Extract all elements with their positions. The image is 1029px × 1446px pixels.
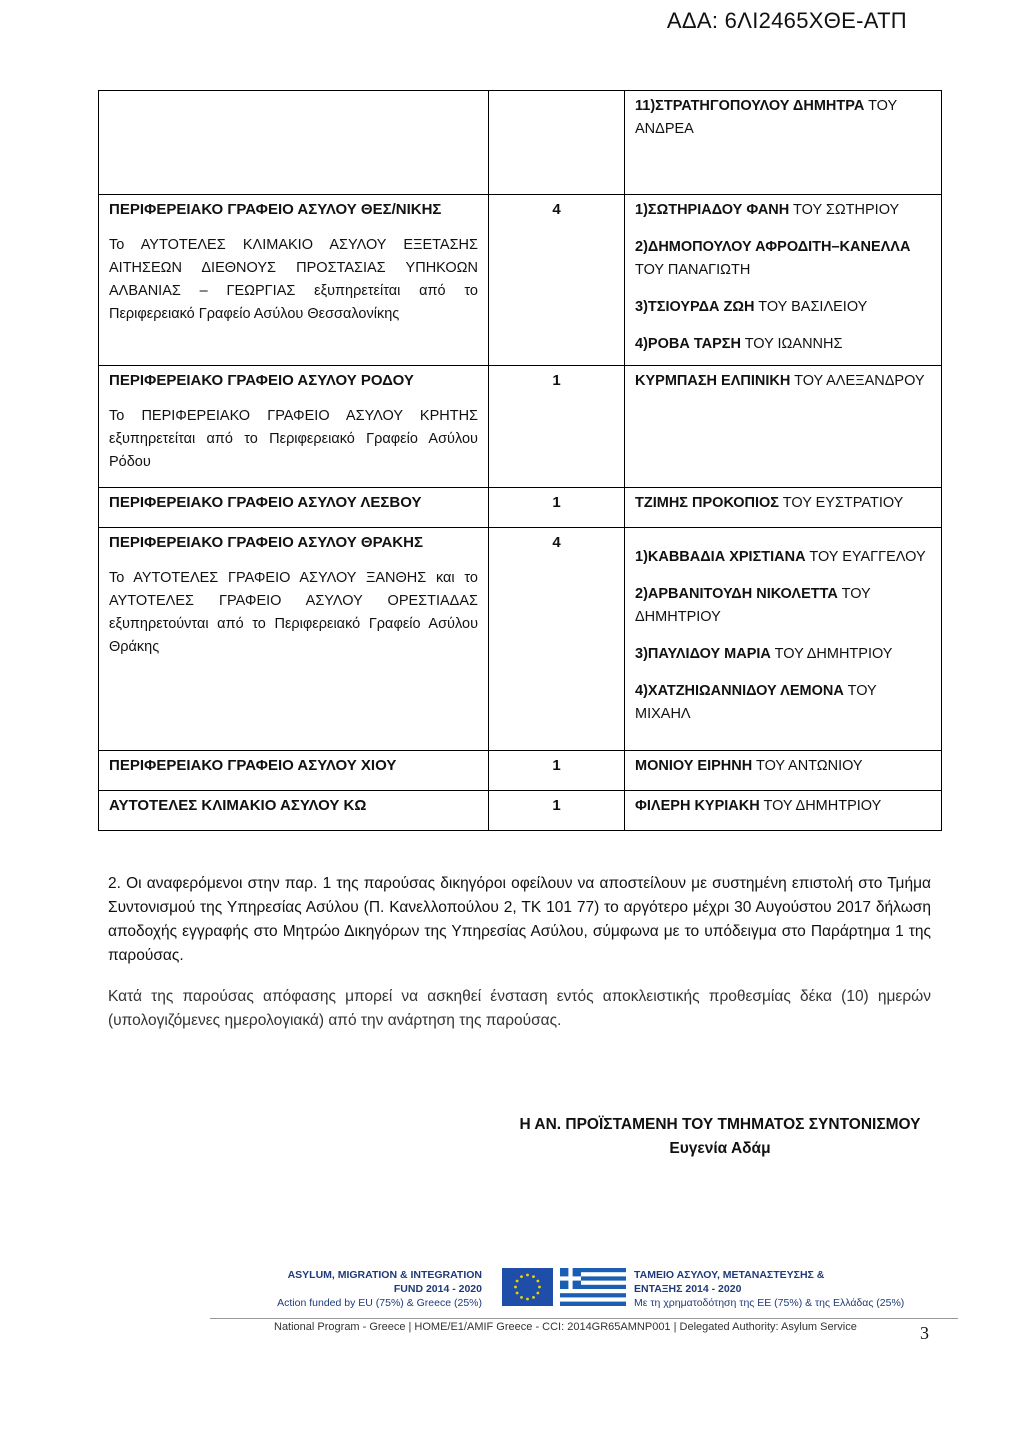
lawyers-table	[98, 90, 942, 831]
lawyer-surname-firstname: 2)ΑΡΒΑΝΙΤΟΥΔΗ ΝΙΚΟΛΕΤΤΑ	[635, 586, 838, 602]
table-row	[99, 751, 942, 791]
count-cell	[489, 91, 625, 195]
signature-title: Η ΑΝ. ΠΡΟΪΣΤΑΜΕΝΗ ΤΟΥ ΤΜΗΜΑΤΟΣ ΣΥΝΤΟΝΙΣΜΟΥ	[519, 1116, 921, 1133]
names-cell	[625, 791, 942, 831]
names-cell	[625, 488, 942, 528]
paragraph-obligation: 2. Οι αναφερόμενοι στην παρ. 1 της παρούσας δικηγόροι οφείλουν να αποστείλουν με συστημένη επιστολή στο Τμήμα Συντονισμού της Υπηρεσίας Ασύλου (Π. Κανελλοπούλου 2, ΤΚ 101 77) το αργότερο μέχρι 30 Αυγούστου 2017 δήλωση αποδοχής εγγραφής στο Μητρώο Δικηγόρων της Υπηρεσίας Ασύλου, σύμφωνα με το υπόδειγμα στο Παράρτημα 1 της παρούσας.	[108, 875, 931, 964]
lawyer-surname-firstname: ΤΖΙΜΗΣ ΠΡΟΚΟΠΙΟΣ	[635, 495, 780, 511]
fund-share-gr: Με τη χρηματοδότηση της ΕΕ (75%) & της Ελλάδας (25%)	[634, 1297, 905, 1309]
lawyer-count: 4	[552, 201, 561, 218]
footer	[210, 1262, 975, 1362]
lawyer-name	[635, 370, 933, 393]
table-row	[99, 791, 942, 831]
lawyer-name	[635, 199, 933, 222]
lawyer-name	[635, 795, 933, 818]
lawyer-name	[635, 643, 933, 666]
signature-name: Ευγενία Αδάμ	[669, 1140, 771, 1157]
fund-name-en: ASYLUM, MIGRATION & INTEGRATION	[287, 1269, 482, 1281]
names-cell	[625, 751, 942, 791]
count-cell	[489, 488, 625, 528]
signature-block	[420, 1113, 1020, 1161]
count-cell	[489, 366, 625, 488]
footer-divider	[210, 1318, 958, 1319]
fund-period-en: FUND 2014 - 2020	[393, 1283, 482, 1295]
lawyer-patronymic: ΤΟΥ ΣΩΤΗΡΙΟΥ	[789, 202, 900, 218]
lawyer-name	[635, 680, 933, 726]
office-cell	[99, 195, 489, 366]
office-description: Το ΠΕΡΙΦΕΡΕΙΑΚΟ ΓΡΑΦΕΙΟ ΑΣΥΛΟΥ ΚΡΗΤΗΣ εξυπηρετείται από το Περιφερειακό Γραφείο Ασύλου Ρόδου	[109, 408, 478, 470]
office-cell	[99, 791, 489, 831]
table-row	[99, 488, 942, 528]
lawyer-patronymic: ΤΟΥ ΜΙΧΑΗΛ	[635, 683, 877, 722]
names-cell	[625, 195, 942, 366]
eu-star-icon	[536, 1280, 539, 1283]
count-cell	[489, 751, 625, 791]
lawyer-surname-firstname: ΦΙΛΕΡΗ ΚΥΡΙΑΚΗ	[635, 798, 760, 814]
lawyer-patronymic: ΤΟΥ ΔΗΜΗΤΡΙΟΥ	[770, 646, 893, 662]
office-title: ΠΕΡΙΦΕΡΕΙΑΚΟ ΓΡΑΦΕΙΟ ΑΣΥΛΟΥ ΧΙΟΥ	[109, 757, 397, 774]
office-cell	[99, 488, 489, 528]
lawyer-count: 1	[552, 494, 561, 511]
lawyer-patronymic: ΤΟΥ ΕΥΑΓΓΕΛΟΥ	[805, 549, 926, 565]
names-cell	[625, 528, 942, 751]
lawyer-surname-firstname: 1)ΣΩΤΗΡΙΑΔΟΥ ΦΑΝΗ	[635, 202, 790, 218]
lawyer-surname-firstname: 3)ΤΣΙΟΥΡΔΑ ΖΩΗ	[635, 299, 755, 315]
lawyer-count: 1	[552, 797, 561, 814]
table-row	[99, 195, 942, 366]
lawyer-name	[635, 296, 933, 319]
table-row	[99, 366, 942, 488]
lawyer-count: 1	[552, 757, 561, 774]
fund-period-gr: ΕΝΤΑΞΗΣ 2014 - 2020	[634, 1283, 742, 1295]
lawyer-name	[635, 333, 933, 356]
count-cell	[489, 528, 625, 751]
greek-flag-icon	[560, 1268, 626, 1306]
eu-star-icon	[516, 1292, 519, 1295]
office-title: ΠΕΡΙΦΕΡΕΙΑΚΟ ΓΡΑΦΕΙΟ ΑΣΥΛΟΥ ΘΕΣ/ΝΙΚΗΣ	[109, 201, 442, 218]
lawyer-count: 1	[552, 372, 561, 389]
eu-star-icon	[526, 1274, 529, 1277]
office-title: ΠΕΡΙΦΕΡΕΙΑΚΟ ΓΡΑΦΕΙΟ ΑΣΥΛΟΥ ΡΟΔΟΥ	[109, 372, 414, 389]
eu-star-icon	[532, 1296, 535, 1299]
eu-star-icon	[526, 1298, 529, 1301]
lawyer-surname-firstname: 4)ΧΑΤΖΗΙΩΑΝΝΙΔΟΥ ΛΕΜΟΝΑ	[635, 683, 844, 699]
ada-code: ΑΔΑ: 6ΛΙ2465ΧΘΕ-ΑΤΠ	[666, 8, 907, 33]
lawyer-patronymic: ΤΟΥ ΠΑΝΑΓΙΩΤΗ	[635, 262, 751, 278]
office-cell	[99, 366, 489, 488]
lawyer-patronymic: ΤΟΥ ΑΛΕΞΑΝΔΡΟΥ	[790, 373, 925, 389]
lawyer-patronymic: ΤΟΥ ΔΗΜΗΤΡΙΟΥ	[635, 586, 871, 625]
lawyer-count	[489, 91, 624, 97]
lawyer-surname-firstname: 1)ΚΑΒΒΑΔΙΑ ΧΡΙΣΤΙΑΝΑ	[635, 549, 806, 565]
lawyer-count: 4	[552, 534, 561, 551]
eu-flag-icon	[502, 1268, 553, 1306]
eu-star-icon	[538, 1286, 541, 1289]
fund-text-english	[210, 1268, 482, 1310]
lawyer-patronymic: ΤΟΥ ΕΥΣΤΡΑΤΙΟΥ	[779, 495, 904, 511]
eu-star-icon	[520, 1275, 523, 1278]
office-title: ΠΕΡΙΦΕΡΕΙΑΚΟ ΓΡΑΦΕΙΟ ΑΣΥΛΟΥ ΛΕΣΒΟΥ	[109, 494, 422, 511]
lawyer-surname-firstname: 2)ΔΗΜΟΠΟΥΛΟΥ ΑΦΡΟΔΙΤΗ–ΚΑΝΕΛΛΑ	[635, 239, 911, 255]
count-cell	[489, 195, 625, 366]
office-cell	[99, 751, 489, 791]
eu-star-icon	[514, 1286, 517, 1289]
table-row	[99, 91, 942, 195]
lawyer-surname-firstname: ΚΥΡΜΠΑΣΗ ΕΛΠΙΝΙΚΗ	[635, 373, 791, 389]
lawyer-name	[635, 236, 933, 282]
lawyer-surname-firstname: 11)ΣΤΡΑΤΗΓΟΠΟΥΛΟΥ ΔΗΜΗΤΡΑ	[635, 98, 865, 114]
lawyer-name	[635, 95, 933, 141]
names-cell	[625, 366, 942, 488]
eu-star-icon	[516, 1280, 519, 1283]
lawyer-surname-firstname: 4)ΡΟΒΑ ΤΑΡΣΗ	[635, 336, 741, 352]
lawyer-patronymic: ΤΟΥ ΒΑΣΙΛΕΙΟΥ	[754, 299, 868, 315]
lawyer-patronymic: ΤΟΥ ΑΝΤΩΝΙΟΥ	[752, 758, 863, 774]
office-description: Το ΑΥΤΟΤΕΛΕΣ ΚΛΙΜΑΚΙΟ ΑΣΥΛΟΥ ΕΞΕΤΑΣΗΣ ΑΙΤΗΣΕΩΝ ΔΙΕΘΝΟΥΣ ΠΡΟΣΤΑΣΙΑΣ ΥΠΗΚΟΩΝ ΑΛΒΑΝΙΑΣ – ΓΕΩΡΓΙΑΣ εξυπηρετείται από το Περιφερειακό Γραφείο Ασύλου Θεσσαλονίκης	[109, 237, 478, 322]
names-cell	[625, 91, 942, 195]
table-row	[99, 528, 942, 751]
page-number: 3	[920, 1323, 929, 1343]
lawyer-name	[635, 546, 933, 569]
office-description: Το ΑΥΤΟΤΕΛΕΣ ΓΡΑΦΕΙΟ ΑΣΥΛΟΥ ΞΑΝΘΗΣ και το ΑΥΤΟΤΕΛΕΣ ΓΡΑΦΕΙΟ ΑΣΥΛΟΥ ΟΡΕΣΤΙΑΔΑΣ εξυπηρετούνται από το Περιφερειακό Γραφείο Ασύλου Θράκης	[109, 570, 478, 655]
lawyer-patronymic: ΤΟΥ ΑΝΔΡΕΑ	[635, 98, 897, 137]
fund-share-en: Action funded by EU (75%) & Greece (25%)	[277, 1297, 482, 1309]
count-cell	[489, 791, 625, 831]
eu-star-icon	[520, 1296, 523, 1299]
lawyer-patronymic: ΤΟΥ ΙΩΑΝΝΗΣ	[740, 336, 843, 352]
lawyer-surname-firstname: 3)ΠΑΥΛΙΔΟΥ ΜΑΡΙΑ	[635, 646, 771, 662]
fund-name-gr: ΤΑΜΕΙΟ ΑΣΥΛΟΥ, ΜΕΤΑΝΑΣΤΕΥΣΗΣ &	[634, 1269, 825, 1281]
lawyer-surname-firstname: ΜΟΝΙΟΥ ΕΙΡΗΝΗ	[635, 758, 753, 774]
lawyer-name	[635, 492, 933, 515]
eu-star-icon	[536, 1292, 539, 1295]
office-cell	[99, 91, 489, 195]
national-program-line: National Program - Greece | HOME/E1/AMIF Greece - CCI: 2014GR65AMNP001 | Delegated Authority: Asylum Service	[274, 1321, 857, 1333]
lawyer-name	[635, 583, 933, 629]
fund-text-greek	[634, 1268, 954, 1310]
office-title: ΠΕΡΙΦΕΡΕΙΑΚΟ ΓΡΑΦΕΙΟ ΑΣΥΛΟΥ ΘΡΑΚΗΣ	[109, 534, 423, 551]
paragraph-objection: Κατά της παρούσας απόφασης μπορεί να ασκηθεί ένσταση εντός αποκλειστικής προθεσμίας δέκα (10) ημερών (υπολογιζόμενες ημερολογιακά) από την ανάρτηση της παρούσας.	[108, 988, 931, 1029]
office-cell	[99, 528, 489, 751]
office-title: ΑΥΤΟΤΕΛΕΣ ΚΛΙΜΑΚΙΟ ΑΣΥΛΟΥ ΚΩ	[109, 797, 367, 814]
eu-star-icon	[532, 1275, 535, 1278]
lawyer-name	[635, 755, 933, 778]
lawyer-patronymic: ΤΟΥ ΔΗΜΗΤΡΙΟΥ	[759, 798, 882, 814]
